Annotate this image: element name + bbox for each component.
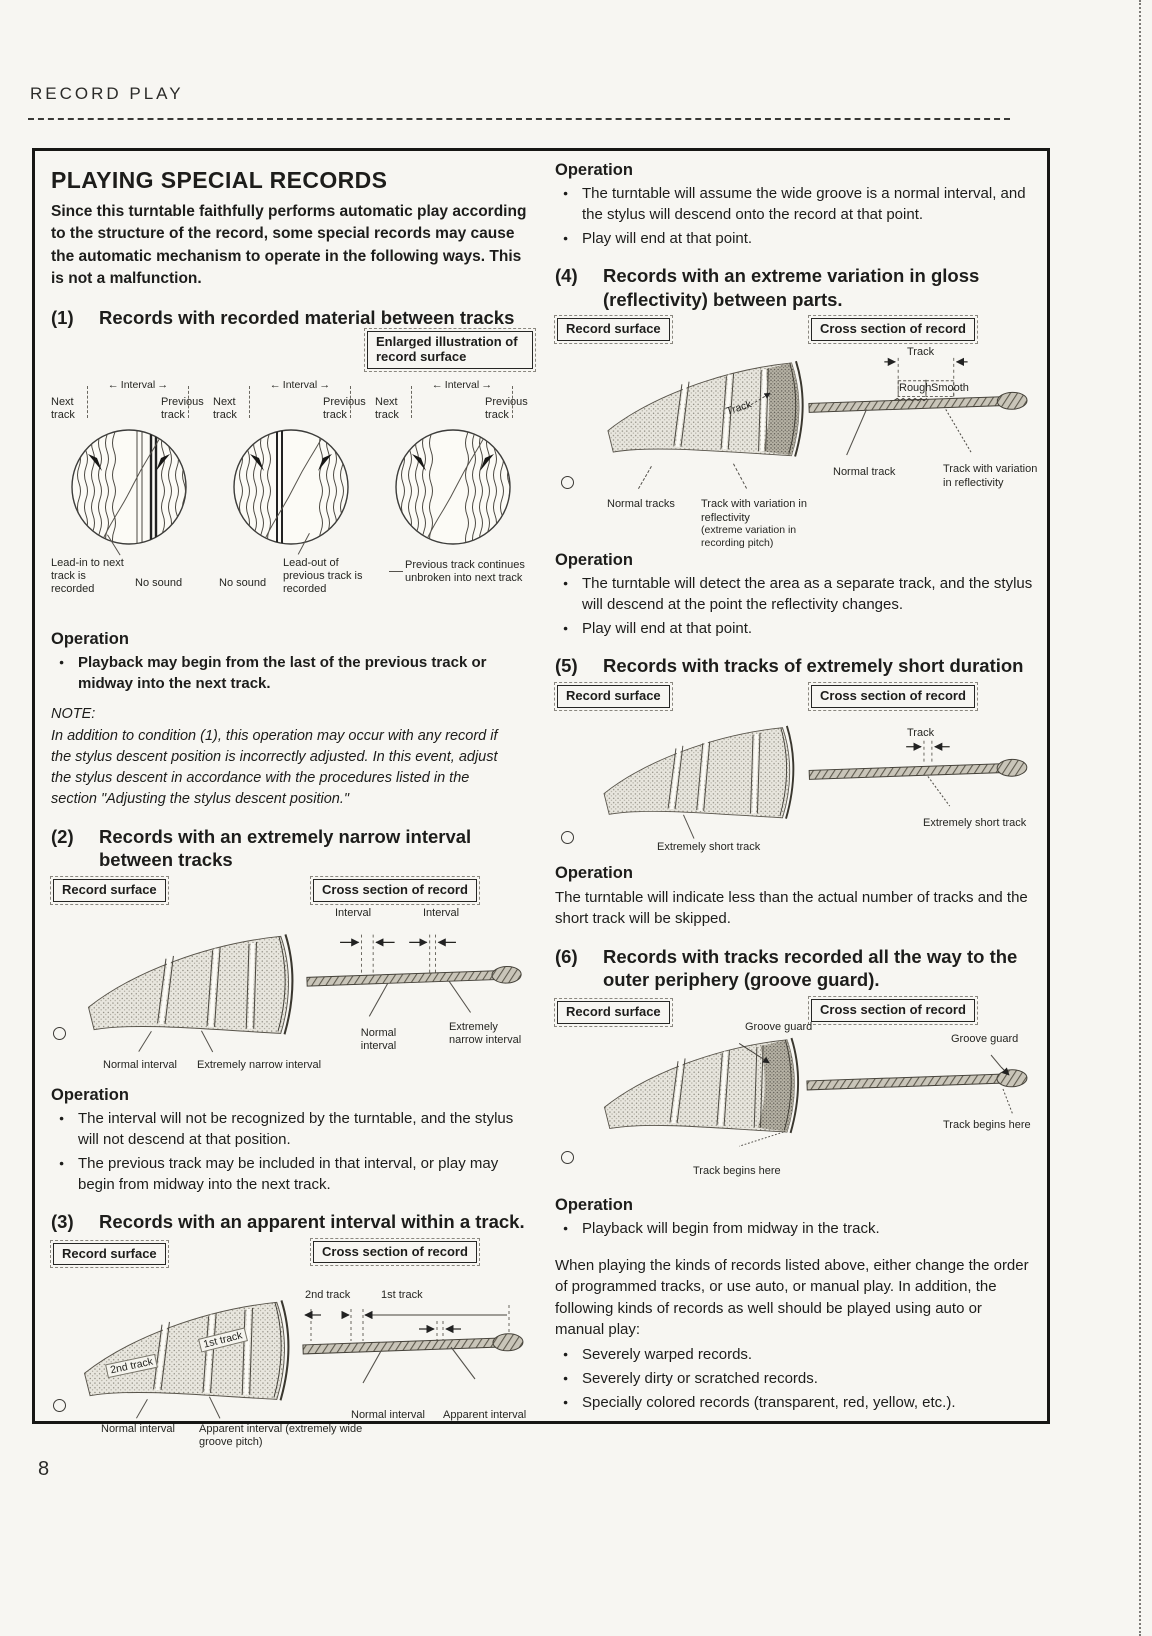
heading-2-text: Records with an extremely narrow interval between tracks xyxy=(99,825,472,871)
next-track-label: Next track xyxy=(213,395,237,421)
figure-groove-guard xyxy=(555,999,1035,1187)
section-title: PLAYING SPECIAL RECORDS xyxy=(51,167,388,193)
cross-caption-2: Apparent interval xyxy=(443,1408,527,1421)
heading-3 xyxy=(51,1210,533,1234)
closing-paragraph: When playing the kinds of records listed above, either change the order of programmed tracks, or use auto, or manual play. In addition, the following kinds of records as well should be played using auto or manual play: xyxy=(555,1256,1029,1338)
cross-caption-2: Track with variation in reflectivity xyxy=(943,463,1038,489)
spindle-hole-icon xyxy=(561,1151,574,1164)
bullet-item: ● The turntable will assume the wide groove is a normal interval, and the stylus will descend onto the record at that point. xyxy=(555,183,1035,225)
heading-5-number: (5) xyxy=(555,655,578,677)
wedge-caption-1: Normal tracks xyxy=(607,498,675,511)
operation-list-1 xyxy=(51,652,533,694)
intro-paragraph: Since this turntable faithfully performs automatic play according to the structure of the record, some special records may cause the automatic mechanism to operate in the following ways. This is not a malfunction. xyxy=(51,203,527,288)
heading-1-text: Records with recorded material between tracks xyxy=(99,306,515,328)
bullet-item: ● The interval will not be recognized by the turntable, and the stylus will not descend at that position. xyxy=(51,1108,533,1150)
bullet-item: ● Playback will begin from midway in the track. xyxy=(555,1218,1035,1239)
circle-diagram-1 xyxy=(51,379,207,615)
operation-list-2 xyxy=(51,1108,533,1195)
cross-section-box: Cross section of record xyxy=(313,1241,477,1264)
record-surface-box: Record surface xyxy=(53,879,166,902)
wedge-caption-2: Apparent interval (extremely wide groove pitch) xyxy=(199,1422,363,1449)
cross-caption-2: Extremely narrow interval xyxy=(449,1020,522,1047)
operation-heading: Operation xyxy=(51,629,129,648)
cross-caption: Extremely short track xyxy=(923,817,1027,830)
heading-5 xyxy=(555,654,1035,678)
wedge-caption-2b: (extreme variation in recording pitch) xyxy=(701,524,797,550)
figure-short-tracks xyxy=(555,685,1035,855)
bullet-item: ● Playback may begin from the last of the previous track or midway into the next track. xyxy=(51,652,533,694)
figure-gloss-variation xyxy=(555,318,1038,550)
cross-track-label: Track xyxy=(907,727,935,740)
scan-artifact-line xyxy=(1139,0,1141,1636)
wedge-1st-track-label: 1st track xyxy=(198,1327,248,1352)
record-surface-box: Record surface xyxy=(53,1243,166,1266)
cross-section-box: Cross section of record xyxy=(313,879,477,902)
track-begins-label: Track begins here xyxy=(943,1118,1031,1131)
next-track-label: Next track xyxy=(375,395,399,421)
heading-3-text: Records with an apparent interval within a track. xyxy=(99,1210,525,1232)
spindle-hole-icon xyxy=(53,1399,66,1412)
header-rule xyxy=(28,118,1010,123)
heading-2 xyxy=(51,825,533,872)
record-surface-wedge xyxy=(595,1031,800,1148)
circle1-caption-right: No sound xyxy=(135,576,183,589)
circle3-caption: Previous track continues unbroken into next track xyxy=(405,558,525,584)
note-title: NOTE: xyxy=(51,705,96,722)
heading-6-number: (6) xyxy=(555,945,578,967)
heading-1-number: (1) xyxy=(51,306,74,328)
bullet-item: ● Severely dirty or scratched records. xyxy=(555,1368,1035,1389)
wedge-caption: Extremely short track xyxy=(657,841,761,854)
bullet-item: ● Play will end at that point. xyxy=(555,228,1035,249)
interval-label: Interval xyxy=(423,906,460,919)
content-box xyxy=(32,148,1050,1449)
leader-line xyxy=(733,464,747,489)
wedge-2nd-track-label: 2nd track xyxy=(105,1353,158,1377)
note-text: In addition to condition (1), this operation may occur with any record if the stylus descent position is incorrectly adjusted. In this event, adjust the stylus descent in accordance with the procedures listed in the section "Adjusting the stylus descent position." xyxy=(51,727,498,807)
groove-guard-label: Groove guard xyxy=(745,1020,813,1033)
cross-2nd-track-label: 2nd track xyxy=(305,1288,351,1301)
record-surface-wedge xyxy=(79,927,294,1039)
note-block xyxy=(51,704,519,810)
circle-diagram-2 xyxy=(213,379,369,615)
enlarged-illustration-box: Enlarged illustration of record surface xyxy=(367,331,533,369)
record-surface-box: Record surface xyxy=(557,1001,670,1024)
wedge-track-label: Track xyxy=(724,398,754,419)
next-track-label: Next track xyxy=(51,395,75,421)
interval-dimension: ← Interval → xyxy=(247,379,353,391)
operation-heading: Operation xyxy=(51,1085,129,1104)
cross-1st-track-label: 1st track xyxy=(381,1288,423,1301)
circle1-caption-left: Lead-in to next track is recorded xyxy=(51,556,124,596)
circle2-caption-right: Lead-out of previous track is recorded xyxy=(283,556,363,596)
circle2-caption-left: No sound xyxy=(219,576,267,589)
previous-track-label: Previous track xyxy=(323,395,366,421)
cross-caption-1: Normal track xyxy=(833,466,896,479)
record-surface-wedge xyxy=(75,1293,290,1405)
closing-list xyxy=(555,1344,1035,1413)
wedge-caption-1: Normal interval xyxy=(101,1422,175,1435)
figure-apparent-interval xyxy=(51,1241,533,1447)
heading-4-number: (4) xyxy=(555,265,578,286)
wedge-caption-2: Extremely narrow interval xyxy=(197,1058,322,1071)
figure-recorded-material xyxy=(51,333,533,621)
groove-guard-label: Groove guard xyxy=(951,1032,1019,1045)
bullet-item: ● Specially colored records (transparent, red, yellow, etc.). xyxy=(555,1392,1035,1413)
leader-line xyxy=(638,466,652,489)
page-header: RECORD PLAY xyxy=(30,84,184,103)
record-surface-box: Record surface xyxy=(557,318,670,341)
operation-heading: Operation xyxy=(555,551,633,570)
cross-caption-1: Normal interval xyxy=(351,1408,425,1421)
rough-label: Rough xyxy=(899,382,932,395)
heading-2-number: (2) xyxy=(51,825,74,847)
smooth-label: Smooth xyxy=(931,382,969,395)
operation-list-6 xyxy=(555,1218,1035,1239)
operation-heading: Operation xyxy=(555,161,633,179)
record-surface-circle xyxy=(391,425,515,549)
interval-dimension: ← Interval → xyxy=(409,379,515,391)
operation-list-4 xyxy=(555,573,1035,639)
record-surface-circle xyxy=(229,425,353,549)
circle-diagram-3 xyxy=(375,379,531,615)
bullet-item: ● The turntable will detect the area as a separate track, and the stylus will descend at the point the reflectivity changes. xyxy=(555,573,1035,615)
heading-6-text: Records with tracks recorded all the way to the outer periphery (groove guard). xyxy=(603,945,1018,991)
cross-track-label: Track xyxy=(907,346,935,359)
cross-caption-1: Normal interval xyxy=(360,1026,397,1053)
track-begins-label: Track begins here xyxy=(693,1164,781,1177)
heading-1 xyxy=(51,306,533,330)
interval-label: Interval xyxy=(335,906,372,919)
interval-dimension: ← Interval → xyxy=(85,379,191,391)
spindle-hole-icon xyxy=(561,476,574,489)
cross-section-diagram xyxy=(807,344,1035,464)
record-surface-box: Record surface xyxy=(557,685,670,708)
cross-section-box: Cross section of record xyxy=(811,999,975,1022)
operation-heading: Operation xyxy=(555,1195,633,1214)
left-column xyxy=(51,159,533,1447)
cross-section-box: Cross section of record xyxy=(811,318,975,341)
previous-track-label: Previous track xyxy=(161,395,204,421)
cross-section-box: Cross section of record xyxy=(811,685,975,708)
heading-5-text: Records with tracks of extremely short duration xyxy=(603,655,1024,677)
operation-text-5: The turntable will indicate less than the actual number of tracks and the short track will be skipped. xyxy=(555,889,1028,928)
figure-narrow-interval xyxy=(51,879,533,1077)
record-surface-wedge xyxy=(599,354,804,461)
operation-list-3 xyxy=(555,183,1035,249)
bullet-item: ● The previous track may be included in that interval, or play may begin from midway into the next track. xyxy=(51,1153,533,1195)
page-number: 8 xyxy=(38,1458,50,1480)
record-surface-wedge xyxy=(595,719,795,823)
cross-section-diagram xyxy=(303,919,531,1031)
record-surface-circle xyxy=(67,425,191,549)
right-column xyxy=(555,159,1038,1417)
previous-track-label: Previous track xyxy=(485,395,528,421)
spindle-hole-icon xyxy=(53,1027,66,1040)
wedge-caption-1: Normal interval xyxy=(103,1058,177,1071)
operation-heading: Operation xyxy=(555,864,633,883)
bullet-item: ● Severely warped records. xyxy=(555,1344,1035,1365)
heading-3-number: (3) xyxy=(51,1210,74,1232)
spindle-hole-icon xyxy=(561,831,574,844)
heading-6 xyxy=(555,945,1035,992)
heading-4 xyxy=(555,264,1035,311)
bullet-item: ● Play will end at that point. xyxy=(555,618,1035,639)
leader-line xyxy=(389,571,403,572)
wedge-caption-2: Track with variation in reflectivity xyxy=(701,498,807,524)
heading-4-text: Records with an extreme variation in gloss (reflectivity) between parts. xyxy=(603,265,980,310)
